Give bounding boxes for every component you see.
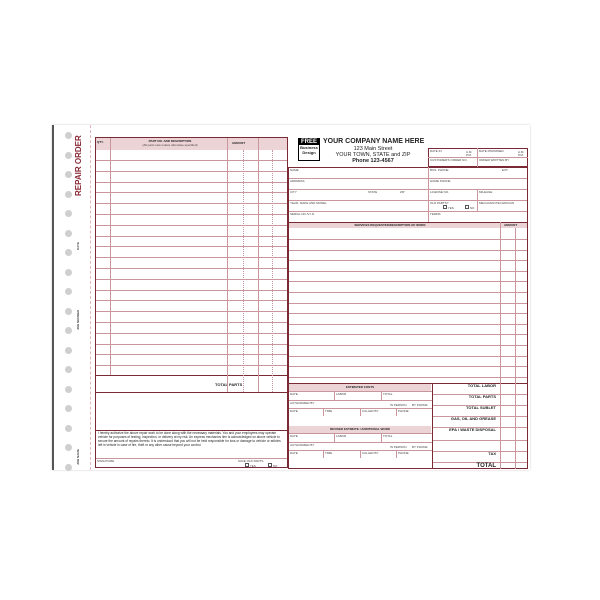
hole	[65, 347, 72, 354]
column-line	[396, 450, 397, 458]
logo	[298, 138, 320, 161]
field-line	[289, 391, 432, 392]
total-row-0: TOTAL LABOR	[467, 383, 496, 388]
license-field[interactable]: LICENSE NO.	[430, 190, 450, 194]
date-field[interactable]: DATE	[290, 451, 298, 455]
save-old-parts-no[interactable]	[268, 463, 277, 468]
city: YOUR TOWN, STATE and ZIP	[335, 152, 411, 159]
company-name: YOUR COMPANY NAME HERE	[323, 138, 425, 145]
amount-header: AMOUNT	[232, 141, 246, 145]
cents-line	[243, 150, 244, 392]
column-line	[396, 408, 397, 416]
hole	[65, 152, 72, 159]
total-row-line	[433, 440, 527, 441]
column-line	[334, 391, 335, 400]
field-line	[289, 189, 527, 190]
divider	[95, 392, 288, 393]
column-line	[323, 450, 324, 458]
total-field[interactable]: TOTAL	[383, 434, 393, 438]
column-line	[360, 408, 361, 416]
column-line	[227, 138, 228, 392]
logo-line: Design	[302, 150, 316, 155]
column-line	[515, 383, 516, 469]
save-old-parts-yes[interactable]	[245, 463, 256, 468]
labor-field[interactable]: LABOR	[336, 392, 347, 396]
services-amount-header: AMOUNT	[504, 223, 518, 227]
phone: Phone 123-4567	[352, 158, 394, 165]
qty-header: QTY.	[97, 140, 104, 144]
called-by-field[interactable]: CALLED BY	[362, 409, 379, 413]
old-parts-yes[interactable]	[443, 205, 454, 210]
total-field[interactable]: TOTAL	[383, 392, 393, 396]
service-row-line	[289, 303, 527, 304]
mileage-field[interactable]: MILEAGE	[479, 190, 493, 194]
company-address	[323, 146, 423, 164]
customer-order-field[interactable]: CUSTOMER'S ORDER NO.	[430, 158, 468, 162]
am-label: A.M.	[466, 150, 473, 154]
hole	[65, 132, 72, 139]
field-line	[289, 433, 432, 434]
form-title: REPAIR ORDER	[74, 135, 83, 196]
phone-field[interactable]: PHONE	[398, 451, 409, 455]
service-row-line	[289, 260, 527, 261]
perforation-line	[90, 125, 91, 470]
terms-field[interactable]: TERMS	[430, 212, 441, 216]
time-field[interactable]: TIME	[325, 451, 333, 455]
service-row-line	[289, 334, 527, 335]
hole	[65, 405, 72, 412]
service-row-line	[289, 356, 527, 357]
checkbox[interactable]	[443, 205, 447, 209]
pm-label: P.M.	[466, 153, 472, 157]
total-row-3: GAS, OIL AND GREASE	[450, 416, 496, 421]
strip-date-label: DATE	[76, 242, 80, 250]
hole	[65, 288, 72, 295]
labor-field[interactable]: LABOR	[336, 434, 347, 438]
checkbox[interactable]	[465, 205, 469, 209]
vehicle-field[interactable]: YEAR, MAKE AND MODEL	[290, 201, 327, 205]
service-row-line	[289, 281, 527, 282]
date-promised-field[interactable]: DATE PROMISED	[479, 149, 504, 153]
am-label: A.M.	[518, 150, 525, 154]
column-line	[428, 167, 429, 222]
date-field[interactable]: DATE	[290, 409, 298, 413]
hole	[65, 327, 72, 334]
ext-field[interactable]: EXT.	[502, 168, 509, 172]
right-section	[288, 167, 528, 469]
mechanic-field[interactable]: MECHANIC/TECHNICIAN	[479, 201, 515, 205]
column-line	[381, 391, 382, 400]
name-field[interactable]: NAME	[290, 168, 299, 172]
column-line	[258, 138, 259, 392]
called-by-field[interactable]: CALLED BY	[362, 451, 379, 455]
service-row-line	[289, 313, 527, 314]
total-parts-label: TOTAL PARTS	[215, 382, 243, 387]
authorization-text: I hereby authorize the above repair work to be done along with the necessary materials. You and your employees may operate vehicle for purposes of testing, inspection, or delivery at my risk. An express mechanics lien is acknowledged on above vehicle to secure the amount of repairs thereto. It is understood that you will not be held responsible for loss or damage to vehicle or articles left in vehicle in case of fire, theft or any other cause beyond your control.	[98, 431, 281, 447]
no-label: NO	[469, 206, 475, 210]
written-by-field[interactable]: ORDER WRITTEN BY	[479, 158, 510, 162]
column-line	[334, 433, 335, 442]
column-line	[515, 228, 516, 383]
in-person-checkbox[interactable]: IN PERSON	[390, 445, 407, 449]
pm-label: P.M.	[518, 153, 524, 157]
logo-line: FREE	[300, 139, 317, 145]
signature-field[interactable]: SIGNATURE	[97, 459, 115, 463]
field-line	[289, 211, 527, 212]
date-in-field[interactable]: DATE IN	[430, 149, 442, 153]
address-field[interactable]: ADDRESS	[290, 179, 305, 183]
field-line	[289, 178, 527, 179]
total-row-6: TAX	[488, 451, 496, 456]
authorized-by-field[interactable]: AUTHORIZED BY	[290, 401, 315, 405]
service-row-line	[289, 377, 527, 378]
service-row-line	[289, 292, 527, 293]
zip-field[interactable]: ZIP	[400, 190, 405, 194]
yes-label: YES	[249, 464, 256, 468]
total-row-2: TOTAL SUBLET	[466, 405, 496, 410]
date-field[interactable]: DATE	[290, 434, 298, 438]
authorized-by-field[interactable]: AUTHORIZED BY	[290, 443, 315, 447]
hole	[65, 249, 72, 256]
service-row-line	[289, 324, 527, 325]
column-line	[110, 138, 111, 375]
hole	[65, 269, 72, 276]
column-line	[323, 408, 324, 416]
hole	[65, 230, 72, 237]
phone-field[interactable]: PHONE	[398, 409, 409, 413]
estimate-header-label: REVISED ESTIMATE / ADDITIONAL WORK	[329, 427, 391, 431]
form-edge	[52, 125, 54, 470]
save-old-parts-label: SAVE OLD PARTS	[238, 459, 264, 463]
services-header-label: SERVICES REQUESTED/DESCRIPTION OF WORK	[354, 223, 426, 227]
date-field[interactable]: DATE	[290, 392, 298, 396]
total-row-4: EPA / WASTE DISPOSAL	[449, 427, 496, 432]
strip-job-number-label: JOB NUMBER	[76, 309, 80, 330]
description-subheader: (All parts new unless otherwise specified)	[142, 143, 198, 147]
hole	[65, 210, 72, 217]
old-parts-label: OLD PARTS?	[430, 201, 449, 205]
logo-line: Business	[300, 145, 318, 150]
parts-section	[95, 137, 288, 468]
checkbox[interactable]	[245, 463, 249, 467]
hole	[65, 366, 72, 373]
column-line	[500, 383, 501, 469]
hole	[65, 171, 72, 178]
total-row-1: TOTAL PARTS	[468, 394, 496, 399]
vin-field[interactable]: SERIAL NO./V.I.N.	[290, 212, 315, 216]
yes-label: YES	[447, 206, 454, 210]
checkbox[interactable]	[268, 463, 272, 467]
description-header: PART NO. AND DESCRIPTION	[148, 139, 192, 143]
by-phone-checkbox[interactable]: BY PHONE	[412, 403, 428, 407]
no-label: NO	[272, 464, 278, 468]
cents-line	[272, 150, 273, 392]
hole	[65, 425, 72, 432]
hole	[65, 464, 72, 471]
street: 123 Main Street	[353, 146, 393, 152]
column-line	[500, 222, 501, 383]
home-phone-field[interactable]: HOME PHONE	[430, 179, 451, 183]
service-row-line	[289, 250, 527, 251]
by-phone-checkbox[interactable]: BY PHONE	[412, 445, 428, 449]
column-line	[477, 189, 478, 211]
hole	[65, 386, 72, 393]
service-row-line	[289, 239, 527, 240]
service-row-line	[289, 271, 527, 272]
column-line	[360, 450, 361, 458]
hole	[65, 191, 72, 198]
column-line	[381, 433, 382, 442]
service-row-line	[289, 366, 527, 367]
estimate-header-label: ESTIMATED COSTS	[345, 385, 375, 389]
total-row-7: TOTAL	[476, 463, 496, 469]
state-field[interactable]: STATE	[368, 190, 378, 194]
service-row-line	[289, 345, 527, 346]
strip-job-name-label: JOB NAME	[76, 449, 80, 465]
hole	[65, 308, 72, 315]
old-parts-no[interactable]	[465, 205, 474, 210]
city-field[interactable]: CITY	[290, 190, 297, 194]
hole	[65, 444, 72, 451]
bus-phone-field[interactable]: BUS. PHONE	[430, 168, 449, 172]
in-person-checkbox[interactable]: IN PERSON	[390, 403, 407, 407]
time-field[interactable]: TIME	[325, 409, 333, 413]
field-line	[289, 200, 527, 201]
